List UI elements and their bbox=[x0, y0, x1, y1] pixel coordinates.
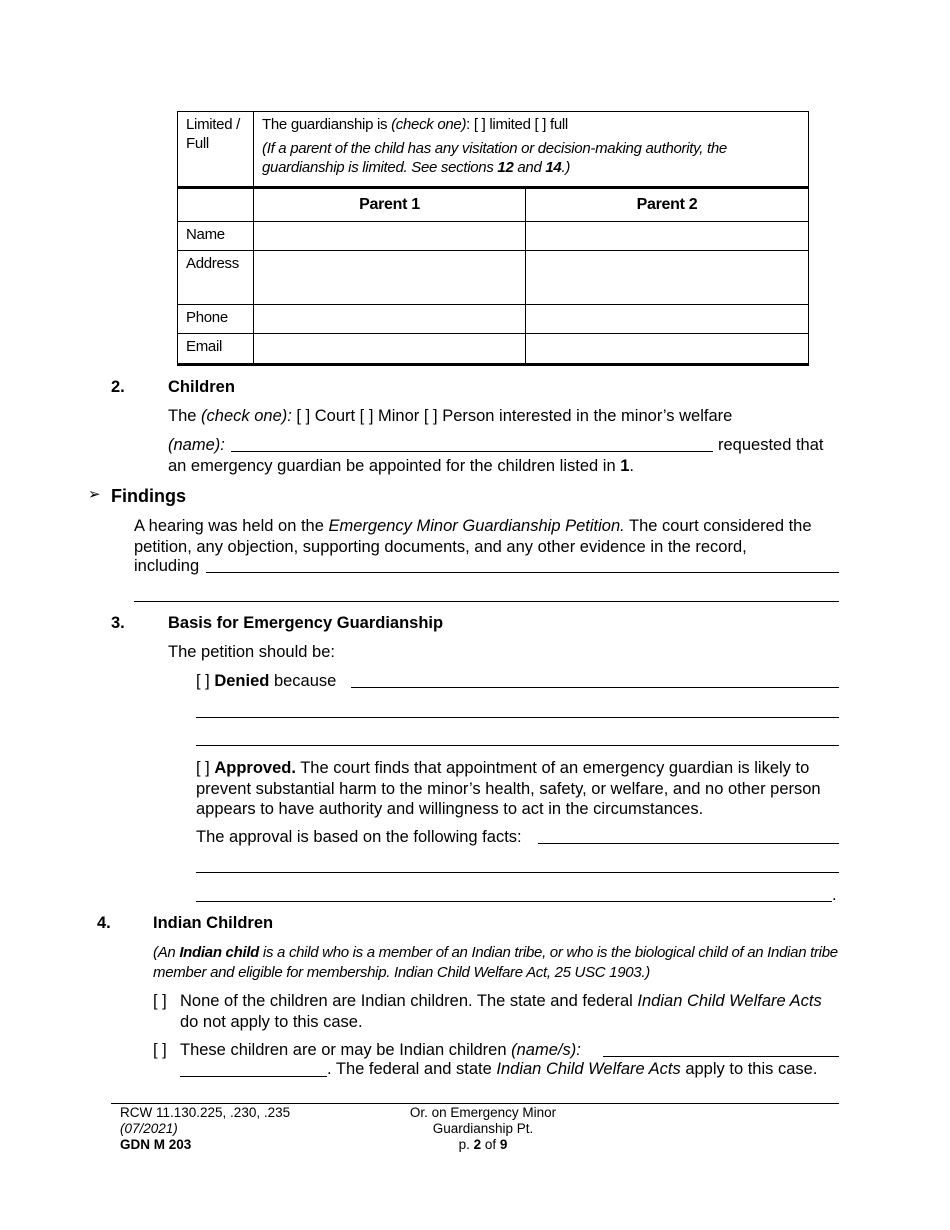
option2-line2: . The federal and state Indian Child Welfare Acts apply to this case. bbox=[327, 1060, 818, 1078]
parent2-header: Parent 2 bbox=[526, 188, 809, 222]
parent1-email-cell[interactable] bbox=[254, 334, 526, 365]
denied-reason-line2[interactable] bbox=[196, 717, 839, 718]
parent1-phone-cell[interactable] bbox=[254, 305, 526, 334]
footer-rcw: RCW 11.130.225, .230, .235 bbox=[120, 1105, 291, 1120]
findings-title: Findings bbox=[111, 486, 186, 506]
name-field[interactable] bbox=[231, 451, 713, 452]
parent-header-row bbox=[178, 188, 809, 222]
option1-text: None of the children are Indian children. The state and federal Indian Child Welfare Acts do not apply to this case. bbox=[180, 992, 822, 1031]
section-4-number: 4. bbox=[97, 914, 111, 932]
table-row bbox=[178, 305, 809, 334]
section-2-line1: The (check one): [ ] Court [ ] Minor [ ] Person interested in the minor’s welfare bbox=[168, 407, 733, 425]
footer-date: (07/2021) bbox=[120, 1121, 178, 1136]
approval-facts-line3[interactable] bbox=[196, 901, 832, 902]
guardianship-note: (If a parent of the child has any visitation or decision-making authority, the guardianship is limited. See sections 12 and 14.) bbox=[262, 139, 727, 176]
denied-reason-line1[interactable] bbox=[351, 687, 839, 688]
parent2-phone-cell[interactable] bbox=[526, 305, 809, 334]
section-2-line3: an emergency guardian be appointed for the children listed in 1. bbox=[168, 457, 634, 475]
parent1-header: Parent 1 bbox=[254, 188, 526, 222]
including-label: including bbox=[134, 557, 200, 575]
including-field-line1[interactable] bbox=[206, 572, 839, 573]
parent2-address-cell[interactable] bbox=[526, 251, 809, 305]
including-field-line2[interactable] bbox=[134, 601, 839, 602]
option2-text: These children are or may be Indian children (name/s): bbox=[180, 1041, 581, 1059]
approval-facts-line2[interactable] bbox=[196, 872, 839, 873]
denied-option[interactable]: [ ] Denied because bbox=[196, 672, 337, 690]
section-4-title: Indian Children bbox=[153, 914, 274, 932]
approval-facts-label: The approval is based on the following facts: bbox=[196, 828, 522, 846]
footer-title-line2: Guardianship Pt. bbox=[432, 1121, 534, 1136]
parent-info-table bbox=[177, 111, 809, 366]
denied-reason-line3[interactable] bbox=[196, 745, 839, 746]
parent1-address-cell[interactable] bbox=[254, 251, 526, 305]
table-row bbox=[178, 251, 809, 305]
requested-that-text: requested that bbox=[718, 436, 824, 454]
table-row bbox=[178, 334, 809, 365]
section-3-number: 3. bbox=[111, 614, 125, 632]
indian-child-definition: (An Indian child is a child who is a member of an Indian tribe, or who is the biological child of an Indian tribe member and eligible for membership. Indian Child Welfare Act, 25 USC 1903.) bbox=[153, 944, 838, 981]
option1-checkbox[interactable]: [ ] bbox=[153, 992, 167, 1010]
footer-form-id: GDN M 203 bbox=[120, 1137, 192, 1152]
name-label: (name): bbox=[168, 436, 225, 454]
section-3-intro: The petition should be: bbox=[168, 643, 335, 661]
row-label-name: Name bbox=[178, 222, 254, 251]
row-label-address: Address bbox=[178, 251, 254, 305]
parent1-name-cell[interactable] bbox=[254, 222, 526, 251]
approval-facts-period: . bbox=[832, 886, 837, 904]
footer-left bbox=[120, 1105, 290, 1153]
indian-children-names-line1[interactable] bbox=[603, 1056, 839, 1057]
indian-children-names-line2[interactable] bbox=[180, 1076, 327, 1077]
guardianship-type-line: The guardianship is (check one): [ ] limited [ ] full bbox=[262, 116, 568, 133]
option2-checkbox[interactable]: [ ] bbox=[153, 1041, 167, 1059]
section-2-number: 2. bbox=[111, 378, 125, 396]
table-row bbox=[178, 222, 809, 251]
footer-title-line1: Or. on Emergency Minor bbox=[409, 1105, 557, 1120]
footer-center bbox=[383, 1105, 583, 1153]
approval-facts-line1[interactable] bbox=[538, 843, 839, 844]
findings-bullet-icon: ➢ bbox=[88, 486, 101, 503]
parent2-email-cell[interactable] bbox=[526, 334, 809, 365]
limited-full-label: Limited / Full bbox=[178, 112, 254, 188]
section-2-title: Children bbox=[168, 378, 235, 396]
row-label-phone: Phone bbox=[178, 305, 254, 334]
approved-option[interactable]: [ ] Approved. The court finds that appointment of an emergency guardian is likely to prevent substantial harm to the minor’s health, safety, or welfare, and no other person appears to have authority and willingness to act in the circumstances. bbox=[196, 759, 821, 819]
row-label-email: Email bbox=[178, 334, 254, 365]
parent2-name-cell[interactable] bbox=[526, 222, 809, 251]
limited-full-row bbox=[178, 112, 809, 188]
section-3-title: Basis for Emergency Guardianship bbox=[168, 614, 444, 632]
footer-divider bbox=[111, 1103, 839, 1104]
findings-text: A hearing was held on the Emergency Minor Guardianship Petition. The court considered the petition, any objection, supporting documents, and any other evidence in the record, bbox=[134, 517, 812, 556]
footer-page-number: p. 2 of 9 bbox=[458, 1137, 508, 1152]
guardianship-type-cell bbox=[254, 112, 809, 188]
